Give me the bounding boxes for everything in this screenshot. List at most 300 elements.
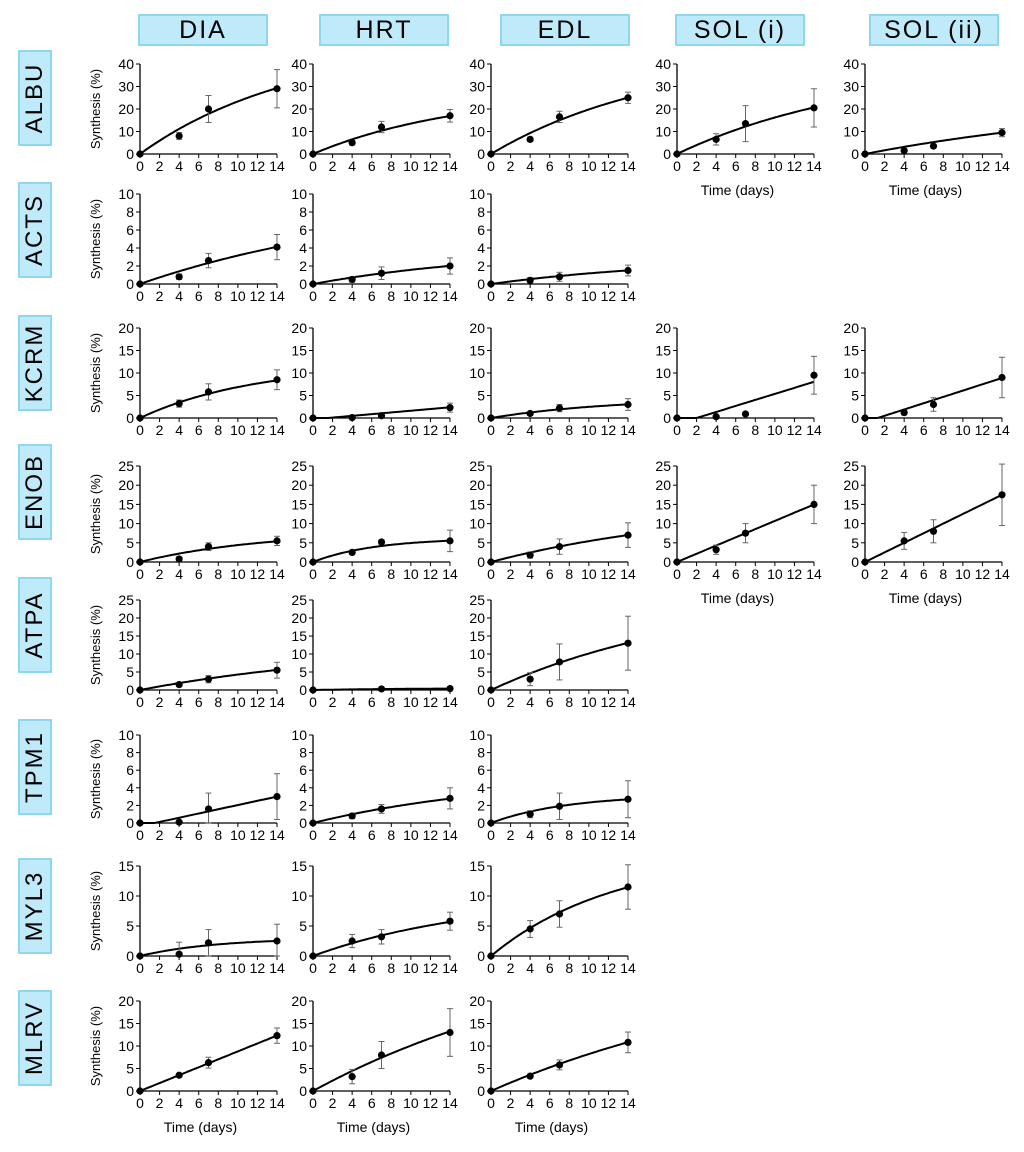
x-tick-label: 14 [994,566,1010,582]
y-tick-label: 5 [126,664,134,680]
x-tick-label: 8 [939,422,948,438]
x-tick-label: 6 [194,158,203,174]
x-tick-label: 2 [328,827,337,843]
x-tick-label: 8 [214,960,223,976]
y-tick-label: 0 [663,554,671,570]
x-tick-label: 14 [442,960,458,976]
y-tick-label: 20 [469,993,485,1009]
y-tick-label: 6 [299,762,307,779]
y-tick-label: 20 [469,477,485,494]
panel-acts-edl [469,186,636,304]
x-tick-label: 8 [565,694,574,710]
y-tick-label: 10 [118,515,134,532]
x-tick-label: 0 [136,158,144,174]
x-tick-label: 14 [620,1095,636,1111]
y-tick-label: 10 [469,515,485,532]
data-point [309,819,316,826]
x-tick-label: 10 [581,960,597,976]
y-tick-label: 20 [843,101,859,117]
y-tick-label: 0 [126,554,134,570]
x-tick-label: 6 [545,422,554,438]
x-tick-label: 4 [526,1095,535,1111]
panel-kcrm-edl [469,320,636,438]
y-axis-label: Synthesis (%) [88,198,103,280]
y-tick-label: 20 [655,320,671,336]
x-tick-label: 0 [487,960,495,976]
x-tick-label: 12 [249,827,266,843]
x-axis-label: Time (days) [700,590,775,606]
x-tick-label: 8 [214,158,223,174]
x-tick-label: 2 [692,158,701,174]
y-tick-label: 10 [655,365,671,381]
data-point [810,104,817,111]
data-point [273,937,280,944]
row-label-text: ATPA [21,591,48,659]
data-point [205,676,212,683]
y-tick-label: 5 [663,534,671,551]
data-point [624,796,631,803]
x-tick-label: 2 [506,158,515,174]
x-tick-label: 4 [348,827,357,843]
y-tick-label: 15 [469,496,485,513]
x-tick-label: 6 [367,827,376,843]
y-tick-label: 30 [291,78,307,95]
panel-mlrv-hrt [291,993,458,1135]
y-tick-label: 2 [299,258,307,274]
y-tick-label: 30 [469,78,485,95]
y-tick-label: 20 [291,477,307,494]
x-tick-label: 12 [249,566,266,582]
x-tick-label: 10 [230,960,246,976]
y-tick-label: 0 [299,948,307,964]
data-point [556,910,563,917]
data-point [556,113,563,120]
x-tick-label: 8 [565,566,574,582]
y-tick-label: 8 [126,204,134,220]
x-tick-label: 4 [526,960,535,976]
x-tick-label: 0 [136,566,144,582]
data-point [446,112,453,119]
y-tick-label: 5 [299,918,307,934]
x-tick-label: 6 [367,288,376,304]
x-tick-label: 6 [731,566,740,582]
y-tick-label: 8 [477,204,485,220]
y-tick-label: 10 [469,888,485,904]
y-tick-label: 10 [118,888,134,904]
y-tick-label: 20 [291,993,307,1009]
y-tick-label: 25 [118,592,134,608]
x-tick-label: 4 [348,960,357,976]
x-tick-label: 0 [487,1095,495,1111]
x-tick-label: 4 [348,694,357,710]
x-tick-label: 0 [136,1095,144,1111]
x-tick-label: 0 [309,827,317,843]
x-tick-label: 8 [565,158,574,174]
y-tick-label: 0 [126,146,134,162]
x-tick-label: 0 [861,158,869,174]
data-point [556,803,563,810]
x-tick-label: 4 [175,827,184,843]
x-tick-label: 8 [939,566,948,582]
data-point [527,925,534,932]
x-tick-label: 12 [249,158,266,174]
y-tick-label: 2 [477,797,485,814]
x-tick-label: 10 [403,827,419,843]
x-tick-label: 4 [175,422,184,438]
y-tick-label: 20 [469,320,485,336]
x-tick-label: 2 [506,288,515,304]
x-tick-label: 10 [403,566,419,582]
data-point [378,538,385,545]
x-tick-label: 8 [214,566,223,582]
x-tick-label: 14 [442,288,458,304]
data-point [349,139,356,146]
data-point [309,686,316,693]
x-tick-label: 8 [214,422,223,438]
y-tick-label: 40 [118,56,134,72]
data-point [810,372,817,379]
x-tick-label: 6 [545,827,554,843]
y-tick-label: 10 [118,727,134,743]
x-tick-label: 12 [600,158,617,174]
y-tick-label: 6 [126,222,134,238]
row-label-text: ALBU [21,62,48,134]
y-tick-label: 25 [291,458,307,474]
row-label-text: ENOB [21,453,48,531]
x-tick-label: 14 [620,960,636,976]
y-tick-label: 6 [126,762,134,779]
x-axis-label: Time (days) [888,182,963,198]
y-tick-label: 10 [118,1038,134,1054]
x-tick-label: 6 [194,694,203,710]
x-tick-label: 14 [806,566,822,582]
data-point [861,414,868,421]
data-point [273,376,280,383]
y-tick-label: 10 [843,515,859,532]
panel-enob-sol-i [655,458,822,606]
y-tick-label: 20 [118,320,134,336]
x-tick-label: 6 [545,288,554,304]
data-point [487,414,494,421]
y-tick-label: 10 [291,365,307,381]
x-tick-label: 6 [367,566,376,582]
y-tick-label: 0 [477,682,485,698]
y-tick-label: 0 [477,554,485,570]
x-tick-label: 0 [309,1095,317,1111]
data-point [349,937,356,944]
y-tick-label: 4 [126,240,134,256]
x-tick-label: 12 [249,422,266,438]
x-tick-label: 14 [269,1095,285,1111]
x-tick-label: 8 [939,158,948,174]
data-point [176,951,183,958]
x-tick-label: 4 [526,158,535,174]
x-tick-label: 12 [422,288,439,304]
x-tick-label: 4 [175,566,184,582]
x-tick-label: 2 [328,1095,337,1111]
data-point [673,414,680,421]
data-point [136,558,143,565]
data-point [446,685,453,692]
y-tick-label: 0 [126,1083,134,1099]
x-tick-label: 8 [751,158,760,174]
panel-acts-dia [88,186,285,304]
x-tick-label: 0 [309,422,317,438]
data-point [742,530,749,537]
row-label-text: ACTS [21,193,48,267]
data-point [273,537,280,544]
x-tick-label: 14 [620,694,636,710]
column-header-label: EDL [537,15,593,44]
panel-myl3-edl [469,858,636,976]
panel-kcrm-hrt [291,320,458,438]
panel-enob-dia [88,458,285,582]
x-tick-label: 4 [348,158,357,174]
x-tick-label: 8 [387,694,396,710]
x-tick-label: 10 [767,158,783,174]
data-point [176,819,183,826]
x-tick-label: 12 [600,694,617,710]
x-tick-label: 4 [712,566,721,582]
x-tick-label: 12 [422,158,439,174]
x-tick-label: 4 [526,694,535,710]
y-tick-label: 10 [655,515,671,532]
x-tick-label: 14 [994,158,1010,174]
y-axis-label: Synthesis (%) [88,738,103,820]
x-tick-label: 6 [919,158,928,174]
x-tick-label: 4 [526,288,535,304]
y-tick-label: 10 [291,515,307,532]
y-tick-label: 15 [469,858,485,874]
x-tick-label: 0 [136,422,144,438]
x-tick-label: 2 [155,694,164,710]
data-point [998,374,1005,381]
y-tick-label: 5 [477,664,485,680]
data-point [713,413,720,420]
x-tick-label: 10 [581,288,597,304]
y-tick-label: 15 [118,858,134,874]
x-tick-label: 6 [194,1095,203,1111]
panel-atpa-hrt [291,592,458,710]
x-tick-label: 6 [731,158,740,174]
x-tick-label: 12 [974,422,991,438]
y-tick-label: 6 [299,222,307,238]
x-axis-label: Time (days) [163,1119,238,1135]
x-tick-label: 10 [767,566,783,582]
x-tick-label: 14 [269,158,285,174]
x-tick-label: 14 [442,566,458,582]
y-tick-label: 6 [477,762,485,779]
data-point [378,123,385,130]
row-label-text: TPM1 [21,730,48,804]
x-tick-label: 2 [328,960,337,976]
x-tick-label: 6 [194,566,203,582]
data-point [136,280,143,287]
y-tick-label: 5 [477,1060,485,1077]
x-tick-label: 14 [442,158,458,174]
x-tick-label: 2 [506,1095,515,1111]
y-tick-label: 20 [291,101,307,117]
y-tick-label: 20 [655,477,671,494]
x-tick-label: 2 [506,566,515,582]
data-point [205,257,212,264]
x-tick-label: 12 [249,288,266,304]
x-tick-label: 12 [422,566,439,582]
x-tick-label: 8 [214,694,223,710]
x-tick-label: 4 [175,158,184,174]
y-tick-label: 5 [477,918,485,934]
data-point [446,262,453,269]
x-tick-label: 4 [900,158,909,174]
data-point [349,549,356,556]
data-point [930,143,937,150]
y-tick-label: 0 [299,682,307,698]
y-tick-label: 40 [469,56,485,72]
x-tick-label: 10 [403,960,419,976]
y-tick-label: 10 [291,186,307,202]
x-tick-label: 4 [348,566,357,582]
data-point [136,819,143,826]
data-point [136,414,143,421]
y-tick-label: 25 [469,458,485,474]
panel-tpm1-edl [469,727,636,843]
y-tick-label: 0 [851,554,859,570]
data-point [446,404,453,411]
data-point [527,1073,534,1080]
x-tick-label: 8 [565,422,574,438]
x-tick-label: 0 [136,288,144,304]
x-tick-label: 12 [786,566,803,582]
data-point [527,676,534,683]
y-tick-label: 10 [469,1038,485,1054]
data-point [527,136,534,143]
x-tick-label: 12 [786,422,803,438]
data-point [176,273,183,280]
y-tick-label: 5 [477,387,485,404]
row-label-text: MYL3 [21,870,48,942]
y-tick-label: 20 [843,477,859,494]
x-tick-label: 14 [620,827,636,843]
data-point [527,410,534,417]
data-point [930,528,937,535]
x-tick-label: 12 [600,1095,617,1111]
x-tick-label: 4 [900,566,909,582]
y-tick-label: 8 [126,744,134,761]
y-tick-label: 10 [469,365,485,381]
panel-myl3-dia [88,858,285,976]
data-point [487,558,494,565]
y-tick-label: 10 [118,123,134,140]
data-point [309,150,316,157]
x-tick-label: 6 [194,422,203,438]
x-tick-label: 6 [367,960,376,976]
y-tick-label: 15 [843,496,859,513]
x-tick-label: 0 [487,566,495,582]
panel-atpa-dia [88,592,285,710]
y-tick-label: 10 [291,727,307,743]
data-point [273,85,280,92]
x-tick-label: 14 [269,566,285,582]
x-tick-label: 10 [581,694,597,710]
x-tick-label: 2 [506,960,515,976]
x-tick-label: 14 [806,158,822,174]
x-tick-label: 0 [309,694,317,710]
y-tick-label: 0 [126,815,134,831]
x-tick-label: 12 [786,158,803,174]
y-axis-label: Synthesis (%) [88,68,103,150]
panel-enob-hrt [291,458,458,582]
data-point [205,543,212,550]
x-tick-label: 0 [309,158,317,174]
y-tick-label: 10 [291,123,307,140]
data-point [309,280,316,287]
row-label-text: MLRV [21,1000,48,1076]
x-tick-label: 8 [565,827,574,843]
x-tick-label: 2 [692,566,701,582]
x-tick-label: 6 [545,1095,554,1111]
x-tick-label: 12 [600,566,617,582]
data-point [487,686,494,693]
x-tick-label: 14 [994,422,1010,438]
panel-mlrv-dia [88,993,285,1135]
panel-enob-edl [469,458,636,582]
row-label-text: KCRM [21,323,48,403]
x-axis-label: Time (days) [700,182,775,198]
data-point [556,1061,563,1068]
y-tick-label: 2 [299,797,307,814]
x-tick-label: 2 [328,288,337,304]
data-point [378,805,385,812]
x-tick-label: 0 [487,694,495,710]
x-tick-label: 2 [155,158,164,174]
x-tick-label: 10 [230,422,246,438]
x-tick-label: 4 [712,158,721,174]
y-tick-label: 5 [126,534,134,551]
y-tick-label: 10 [469,646,485,662]
y-tick-label: 2 [126,797,134,814]
x-tick-label: 8 [565,1095,574,1111]
data-point [673,558,680,565]
data-point [349,1073,356,1080]
y-tick-label: 15 [118,496,134,513]
x-tick-label: 0 [673,566,681,582]
fit-curve [491,98,628,154]
x-tick-label: 4 [175,1095,184,1111]
data-point [205,388,212,395]
x-tick-label: 10 [581,1095,597,1111]
x-tick-label: 0 [487,422,495,438]
data-point [176,555,183,562]
y-axis-label: Synthesis (%) [88,1005,103,1087]
x-tick-label: 14 [442,827,458,843]
data-point [273,667,280,674]
data-point [624,883,631,890]
data-point [309,952,316,959]
x-tick-label: 10 [581,827,597,843]
x-tick-label: 12 [249,694,266,710]
data-point [378,685,385,692]
x-tick-label: 2 [506,827,515,843]
x-tick-label: 0 [861,566,869,582]
x-tick-label: 10 [230,566,246,582]
y-tick-label: 0 [126,410,134,426]
data-point [378,933,385,940]
data-point [378,1051,385,1058]
y-tick-label: 15 [655,342,671,359]
x-tick-label: 0 [309,288,317,304]
panel-tpm1-dia [88,727,285,843]
x-tick-label: 2 [155,422,164,438]
